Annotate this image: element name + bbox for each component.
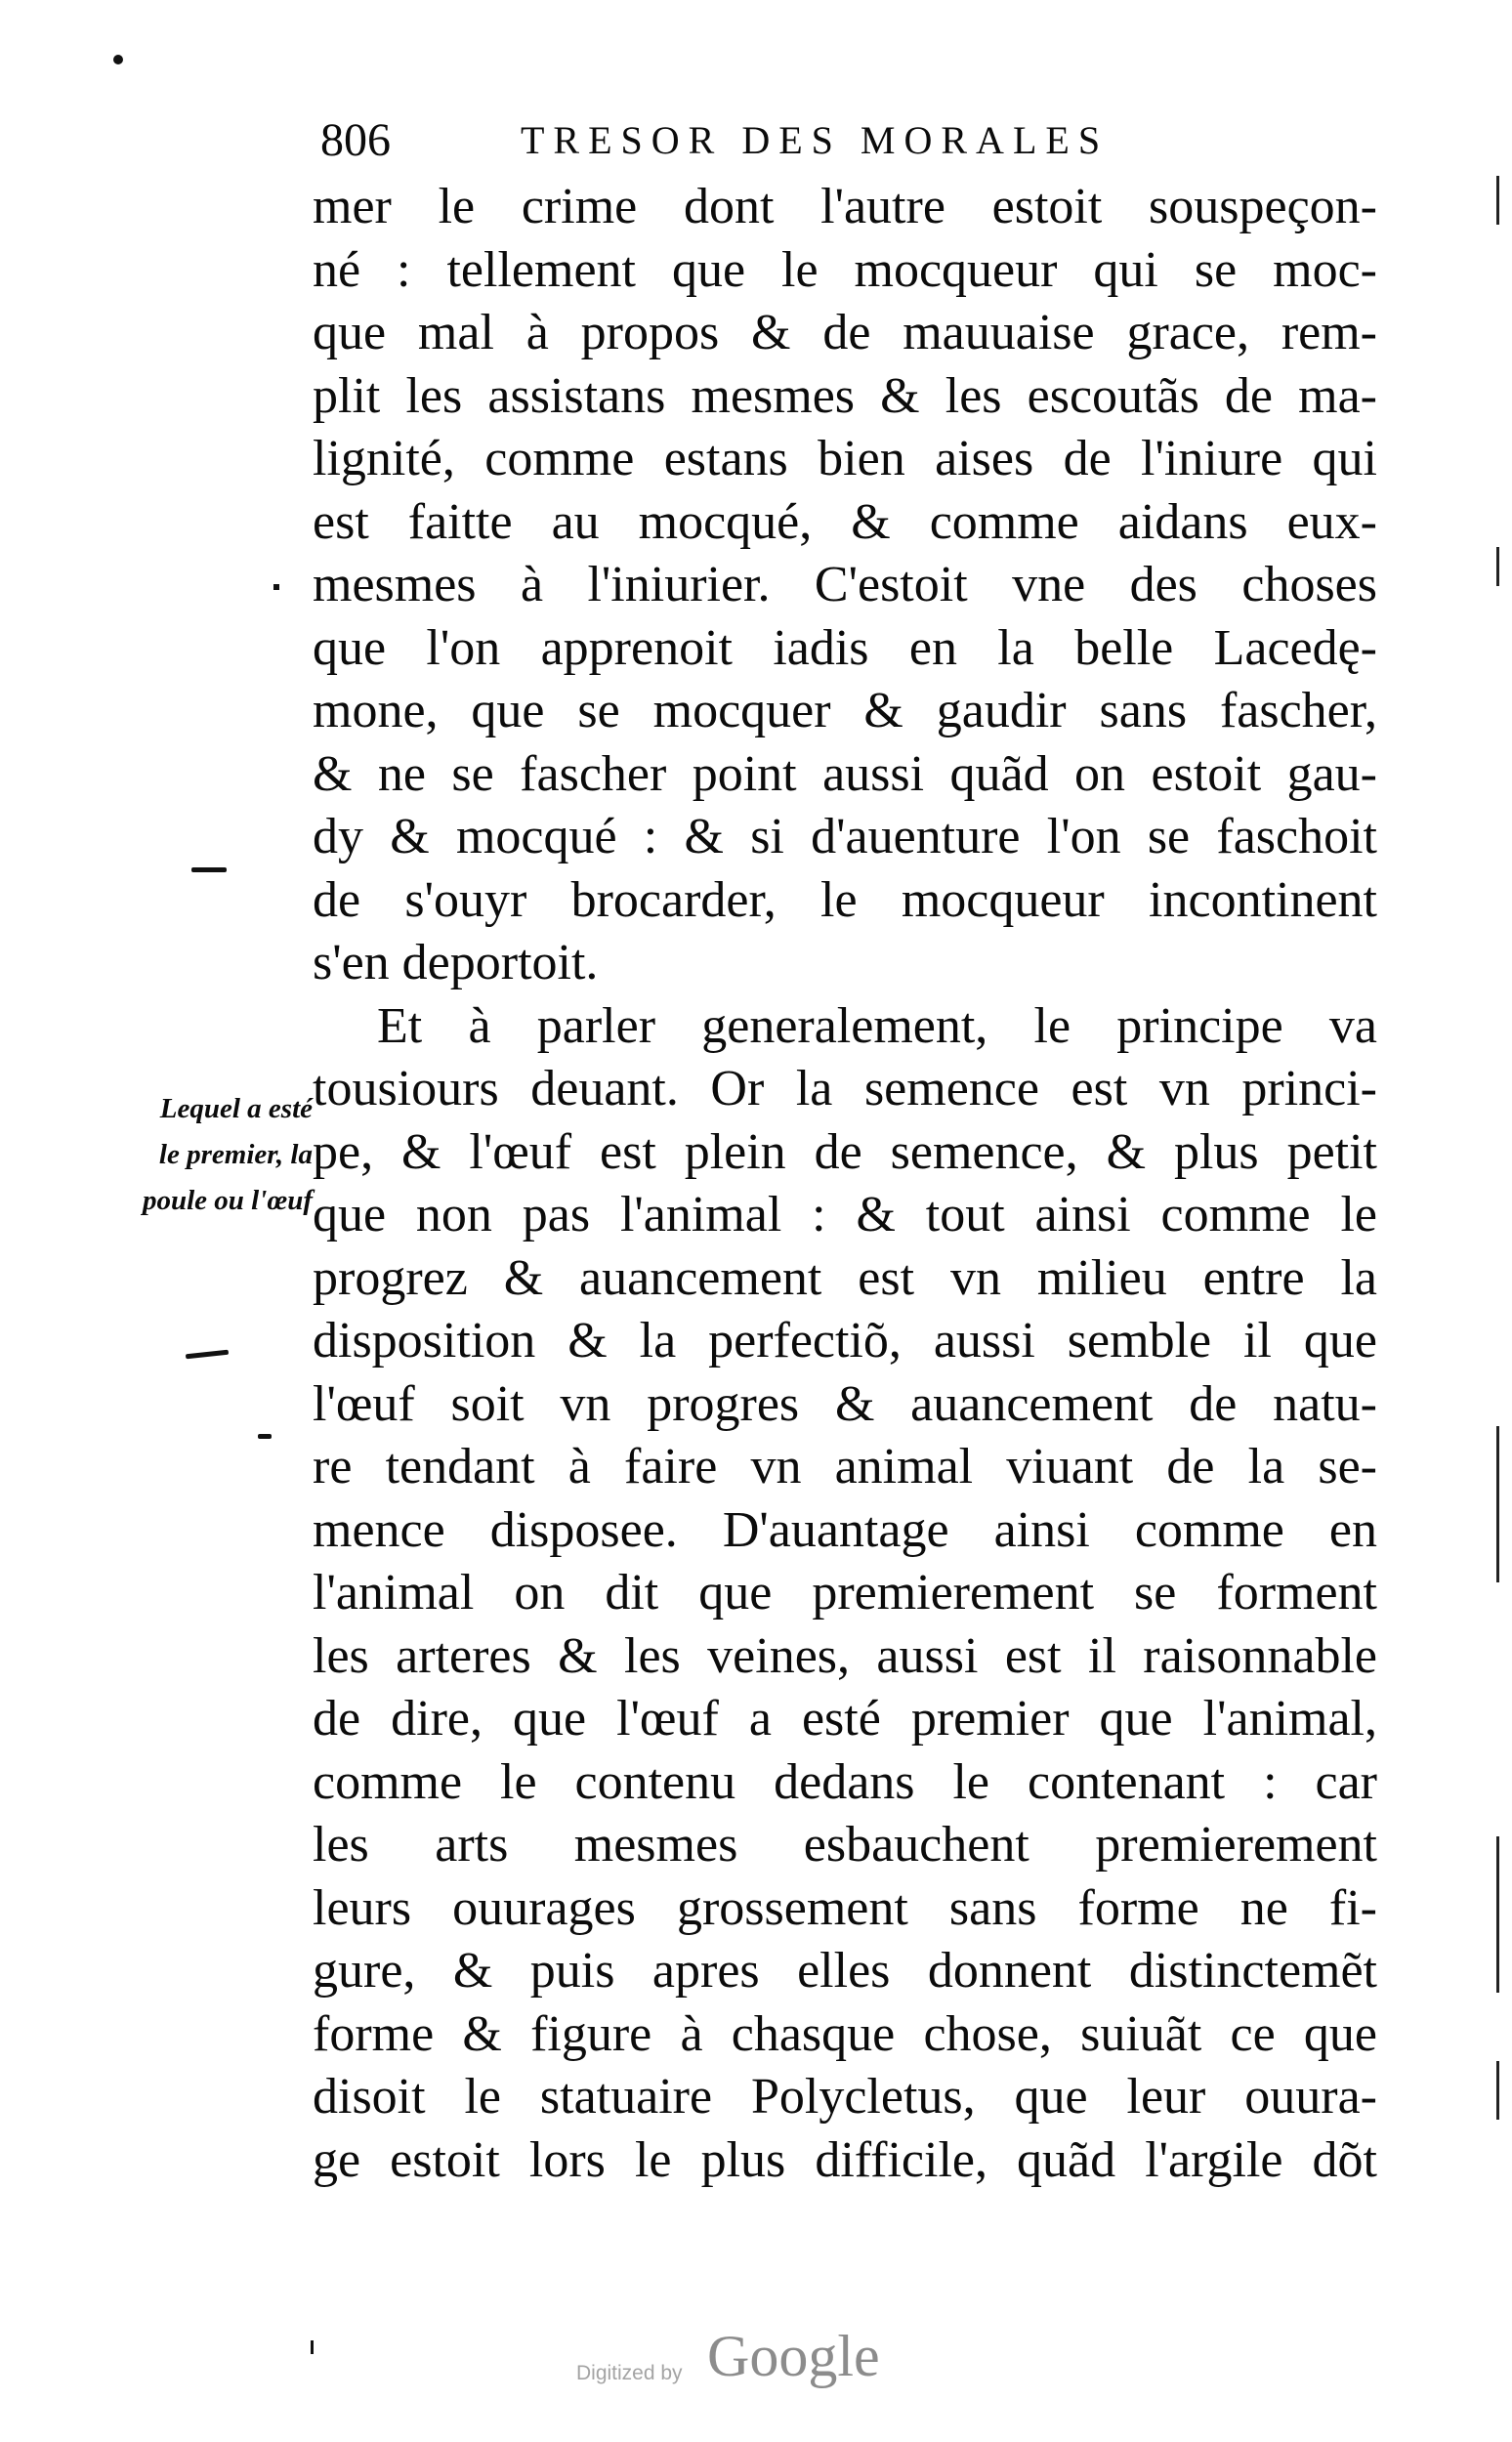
text-line: pe, & l'œuf est plein de semence, & plus petit <box>313 1123 1377 1180</box>
text-line: que non pas l'animal : & tout ainsi comme le <box>313 1187 1377 1242</box>
text-line: mence disposee. D'auantage ainsi comme en <box>313 1501 1377 1558</box>
text-line: re tendant à faire vn animal viuant de la se- <box>313 1439 1377 1495</box>
marginal-note-line: Lequel a esté <box>159 1093 313 1124</box>
text-line: de dire, que l'œuf a esté premier que l'animal, <box>313 1691 1377 1747</box>
text-line: ge estoit lors le plus difficile, quãd l'argile dõt <box>313 2131 1377 2188</box>
text-line: disoit le statuaire Polycletus, que leur ouura- <box>313 2069 1377 2125</box>
ink-speck <box>311 2340 314 2354</box>
page-header <box>320 105 1375 176</box>
text-line: les arteres & les veines, aussi est il raisonnable <box>313 1627 1377 1684</box>
marginal-note <box>68 1086 313 1224</box>
text-line: que mal à propos & de mauuaise grace, rem- <box>313 305 1377 360</box>
text-line: que l'on apprenoit iadis en la belle Lacedę- <box>313 619 1377 676</box>
text-line: mesmes à l'iniurier. C'estoit vne des choses <box>313 557 1377 612</box>
text-line: l'œuf soit vn progres & auancement de natu- <box>313 1375 1377 1432</box>
text-line: gure, & puis apres elles donnent distinctemẽt <box>313 1943 1377 1999</box>
text-line: est faitte au mocqué, & comme aidans eux- <box>313 493 1377 550</box>
digitized-label: Digitized by <box>576 2362 683 2384</box>
text-line: les arts mesmes esbauchent premierement <box>313 1817 1377 1873</box>
text-line: forme & figure à chasque chose, suiuãt ce que <box>313 2005 1377 2062</box>
margin-dash-mark <box>258 1434 272 1439</box>
ink-dot <box>113 55 123 64</box>
margin-dash-mark <box>186 1350 229 1360</box>
text-line: l'animal on dit que premierement se forment <box>313 1565 1377 1621</box>
running-title: TRESOR DES MORALES <box>521 118 1110 162</box>
body-text <box>313 176 1377 2192</box>
text-line: leurs ouurages grossement sans forme ne fi- <box>313 1879 1377 1936</box>
text-line: s'en deportoit. <box>313 935 599 990</box>
marginal-note-line: poule ou l'œuf <box>142 1185 313 1216</box>
text-line: disposition & la perfectiõ, aussi semble il que <box>313 1313 1377 1368</box>
text-line: tousiours deuant. Or la semence est vn princi- <box>313 1061 1377 1116</box>
text-line: né : tellement que le mocqueur qui se moc- <box>313 241 1377 298</box>
text-line: mone, que se mocquer & gaudir sans fascher, <box>313 683 1377 738</box>
google-logo: Google <box>707 2324 880 2388</box>
page-edge-mark <box>1496 547 1499 586</box>
margin-dash-mark <box>191 867 227 872</box>
page-edge-mark <box>1496 176 1499 225</box>
paragraph-first-line: Et à parler generalement, le principe va <box>377 997 1377 1054</box>
text-line: dy & mocqué : & si d'auenture l'on se faschoit <box>313 809 1377 864</box>
page-number: 806 <box>320 114 391 166</box>
text-line: & ne se fascher point aussi quãd on estoit gau- <box>313 745 1377 802</box>
text-line: progrez & auancement est vn milieu entre la <box>313 1249 1377 1306</box>
page-edge-mark <box>1496 1836 1499 1993</box>
digitized-watermark <box>576 2323 947 2401</box>
ink-speck <box>273 584 279 590</box>
text-line: de s'ouyr brocarder, le mocqueur incontinent <box>313 871 1377 928</box>
marginal-note-line: le premier, la <box>158 1139 313 1170</box>
text-line: mer le crime dont l'autre estoit souspeçon- <box>313 179 1377 234</box>
page-edge-mark <box>1496 1426 1499 1582</box>
page-edge-mark <box>1496 2061 1499 2120</box>
text-line: lignité, comme estans bien aises de l'iniure qui <box>313 431 1377 486</box>
text-line: plit les assistans mesmes & les escoutãs de ma- <box>313 367 1377 424</box>
text-line: comme le contenu dedans le contenant : car <box>313 1753 1377 1810</box>
